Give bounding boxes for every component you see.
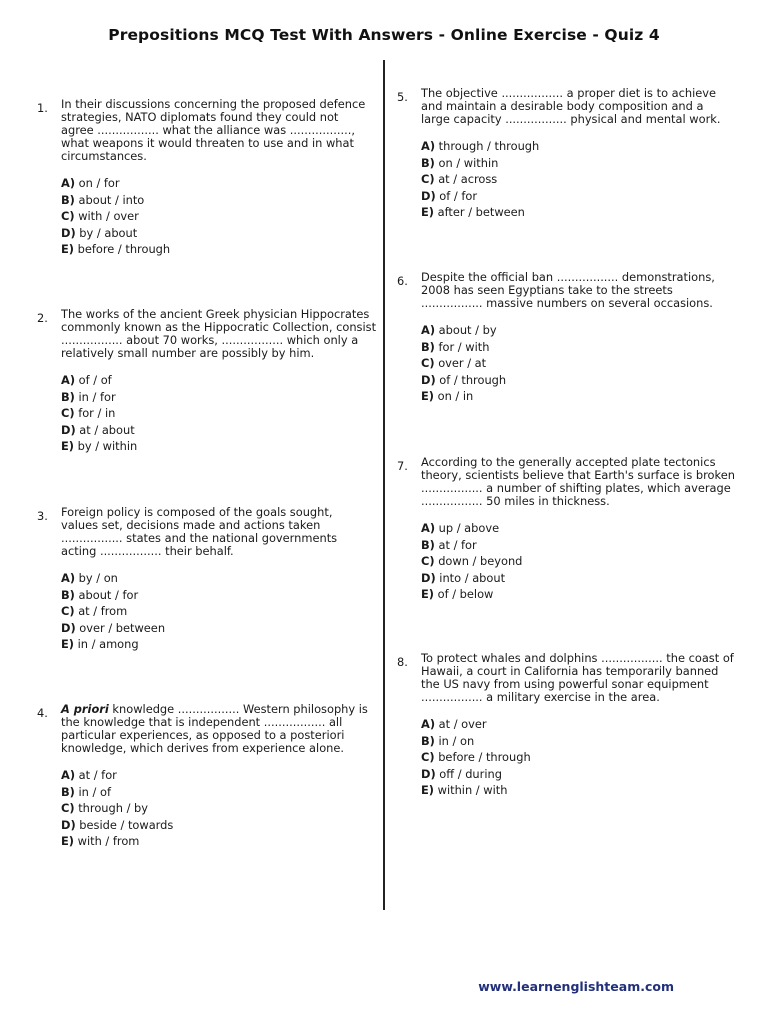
option-letter: D) <box>61 422 76 437</box>
question-number: 2. <box>37 311 48 325</box>
option-letter: B) <box>61 784 75 799</box>
question-8 <box>397 651 737 799</box>
question-number: 7. <box>397 459 408 473</box>
option-text: in / for <box>78 389 116 404</box>
question-stem: In their discussions concerning the proposed defence strategies, NATO diplomats found they could not agree ................. what the alliance was ................., what weapons it would threaten to use and in what circumstances. <box>61 97 366 163</box>
option-text: beside / towards <box>79 817 174 832</box>
option-a[interactable] <box>421 138 733 155</box>
option-b[interactable] <box>421 733 737 750</box>
option-b[interactable] <box>61 389 377 406</box>
option-text: by / within <box>77 439 138 453</box>
option-letter: C) <box>61 801 75 815</box>
option-text: down / beyond <box>438 554 523 568</box>
option-letter: E) <box>61 637 74 651</box>
option-b[interactable] <box>61 192 373 209</box>
option-letter: E) <box>421 389 434 403</box>
option-b[interactable] <box>421 155 733 172</box>
option-a[interactable] <box>421 716 737 733</box>
option-e[interactable] <box>61 438 377 455</box>
option-letter: B) <box>421 155 435 170</box>
option-letter: D) <box>421 766 436 781</box>
option-text: of / through <box>439 372 507 387</box>
option-text: through / through <box>438 139 540 153</box>
question-stem: Despite the official ban ................. demonstrations, 2008 has seen Egyptians take to the streets ................. massive numbers on several occasions. <box>421 270 715 310</box>
option-letter: A) <box>421 717 436 731</box>
option-letter: D) <box>421 188 436 203</box>
option-text: off / during <box>439 766 502 781</box>
question-3 <box>37 505 361 653</box>
option-text: into / about <box>439 570 506 585</box>
question-2 <box>37 307 377 455</box>
option-letter: A) <box>421 521 436 535</box>
question-4 <box>37 702 377 850</box>
option-d[interactable] <box>421 570 737 587</box>
question-stem <box>61 703 377 755</box>
option-text: on / for <box>78 176 120 190</box>
option-e[interactable] <box>421 388 733 405</box>
option-letter: B) <box>421 339 435 354</box>
option-text: up / above <box>438 521 500 535</box>
option-e[interactable] <box>421 204 733 221</box>
option-letter: C) <box>61 604 75 618</box>
option-text: for / with <box>438 339 490 354</box>
option-text: on / within <box>438 155 499 170</box>
option-text: in / among <box>77 637 139 651</box>
stem-emphasis: A priori <box>61 702 109 716</box>
option-letter: E) <box>61 834 74 848</box>
question-number: 8. <box>397 655 408 669</box>
option-letter: D) <box>61 817 76 832</box>
option-text: about / into <box>78 192 145 207</box>
option-letter: E) <box>421 587 434 601</box>
option-e[interactable] <box>421 782 737 799</box>
option-letter: D) <box>61 225 76 240</box>
option-letter: A) <box>61 373 76 387</box>
option-letter: C) <box>421 356 435 370</box>
option-letter: E) <box>61 242 74 256</box>
option-a[interactable] <box>61 570 361 587</box>
question-stem: Foreign policy is composed of the goals sought, values set, decisions made and actions taken ................. states and the national governments acting ................. their behalf. <box>61 505 338 558</box>
option-a[interactable] <box>421 520 737 537</box>
option-text: before / through <box>438 750 531 764</box>
option-letter: E) <box>421 783 434 797</box>
option-text: at / for <box>78 768 117 782</box>
option-a[interactable] <box>421 322 733 339</box>
option-text: at / from <box>78 604 128 618</box>
option-text: with / over <box>78 209 139 223</box>
option-letter: A) <box>61 571 76 585</box>
option-a[interactable] <box>61 175 373 192</box>
option-text: with / from <box>77 834 140 848</box>
option-text: at / across <box>438 172 498 186</box>
option-c[interactable] <box>421 171 733 188</box>
column-divider <box>383 60 385 910</box>
page-title: Prepositions MCQ Test With Answers - Online Exercise - Quiz 4 <box>108 26 660 44</box>
option-text: by / on <box>78 571 118 585</box>
option-c[interactable] <box>61 208 373 225</box>
option-e[interactable] <box>61 241 373 258</box>
option-e[interactable] <box>421 586 737 603</box>
option-letter: B) <box>61 389 75 404</box>
question-5 <box>397 86 733 221</box>
option-c[interactable] <box>421 553 737 570</box>
option-letter: C) <box>421 554 435 568</box>
option-letter: E) <box>421 205 434 219</box>
option-d[interactable] <box>421 372 733 389</box>
option-letter: E) <box>61 439 74 453</box>
option-text: in / of <box>78 784 111 799</box>
option-letter: B) <box>61 192 75 207</box>
option-text: for / in <box>78 406 116 420</box>
option-c[interactable] <box>421 355 733 372</box>
option-letter: D) <box>61 620 76 635</box>
option-c[interactable] <box>421 749 737 766</box>
question-number: 5. <box>397 90 408 104</box>
question-1 <box>37 97 373 258</box>
option-c[interactable] <box>61 405 377 422</box>
option-text: at / over <box>438 717 487 731</box>
option-text: within / with <box>437 783 508 797</box>
question-number: 4. <box>37 706 48 720</box>
question-stem: The works of the ancient Greek physician Hippocrates commonly known as the Hippocratic Collection, consist ................. about 70 works, ................. which only a relatively small number are possibly by him. <box>61 307 377 360</box>
option-d[interactable] <box>61 620 361 637</box>
option-b[interactable] <box>61 587 361 604</box>
option-text: about / by <box>438 323 497 337</box>
option-letter: B) <box>421 733 435 748</box>
option-text: over / at <box>438 356 487 370</box>
option-letter: B) <box>61 587 75 602</box>
question-stem: According to the generally accepted plate tectonics theory, scientists believe that Earth's surface is broken ................. a number of shifting plates, which average ................. 50 miles in thickness. <box>421 455 735 508</box>
option-b[interactable] <box>61 784 377 801</box>
question-6 <box>397 270 733 405</box>
option-text: after / between <box>437 205 525 219</box>
option-letter: D) <box>421 372 436 387</box>
option-letter: A) <box>421 139 436 153</box>
option-letter: B) <box>421 537 435 552</box>
option-d[interactable] <box>421 188 733 205</box>
option-letter: C) <box>421 172 435 186</box>
question-number: 1. <box>37 101 48 115</box>
option-letter: C) <box>61 406 75 420</box>
question-number: 3. <box>37 509 48 523</box>
website-link[interactable]: www.learnenglishteam.com <box>478 979 674 994</box>
option-text: of / for <box>439 188 478 203</box>
option-text: on / in <box>437 389 474 403</box>
option-text: through / by <box>78 801 149 815</box>
option-d[interactable] <box>61 422 377 439</box>
option-letter: D) <box>421 570 436 585</box>
option-text: at / about <box>79 422 135 437</box>
option-e[interactable] <box>61 833 377 850</box>
option-letter: C) <box>61 209 75 223</box>
option-a[interactable] <box>61 372 377 389</box>
option-e[interactable] <box>61 636 361 653</box>
option-letter: C) <box>421 750 435 764</box>
option-text: before / through <box>77 242 171 256</box>
option-letter: A) <box>421 323 436 337</box>
option-text: at / for <box>438 537 477 552</box>
option-letter: A) <box>61 176 76 190</box>
question-stem: To protect whales and dolphins ................. the coast of Hawaii, a court in California has temporarily banned the US navy from using powerful sonar equipment ................. a military exercise in the area. <box>421 651 734 704</box>
option-d[interactable] <box>61 225 373 242</box>
option-text: about / for <box>78 587 139 602</box>
option-text: of / of <box>78 373 112 387</box>
option-text: by / about <box>79 225 138 240</box>
question-7 <box>397 455 737 603</box>
option-b[interactable] <box>421 537 737 554</box>
option-text: over / between <box>79 620 166 635</box>
question-number: 6. <box>397 274 408 288</box>
option-a[interactable] <box>61 767 377 784</box>
option-d[interactable] <box>421 766 737 783</box>
option-b[interactable] <box>421 339 733 356</box>
stem-text: knowledge ................. Western philosophy is the knowledge that is independent ................. all particular experiences, as opposed to a posteriori knowledge, which derives from experience alone. <box>61 702 368 755</box>
option-d[interactable] <box>61 817 377 834</box>
option-letter: A) <box>61 768 76 782</box>
option-text: of / below <box>437 587 494 601</box>
option-text: in / on <box>438 733 475 748</box>
question-stem: The objective ................. a proper diet is to achieve and maintain a desirable body composition and a large capacity ................. physical and mental work. <box>421 86 721 126</box>
option-c[interactable] <box>61 800 377 817</box>
option-c[interactable] <box>61 603 361 620</box>
